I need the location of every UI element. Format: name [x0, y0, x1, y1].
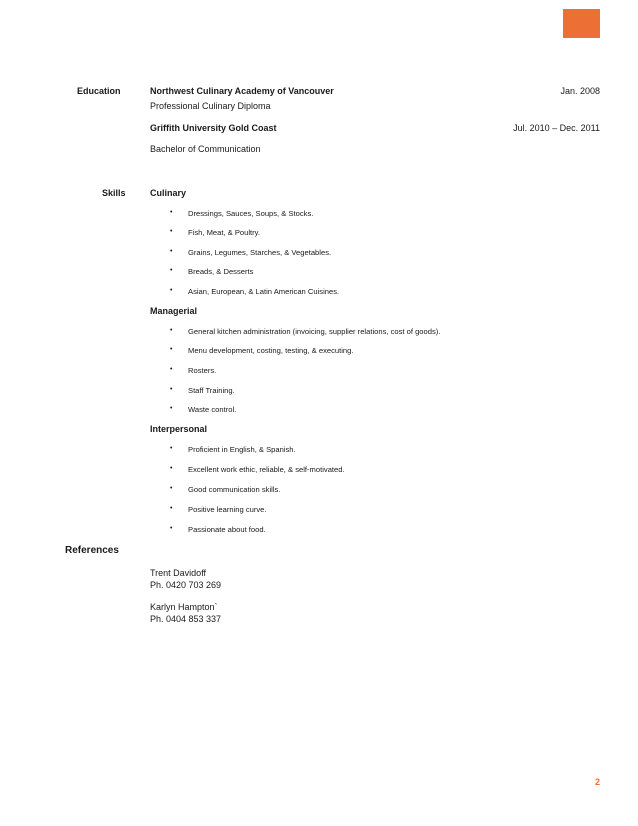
skill-item: Passionate about food.	[188, 525, 266, 534]
reference-phone: Ph. 0404 853 337	[150, 614, 222, 624]
bullet-icon: •	[170, 287, 173, 294]
reference-name: Trent Davidoff	[150, 568, 207, 578]
bullet-icon: •	[170, 346, 173, 353]
bullet-icon: •	[170, 386, 173, 393]
skill-item: Menu development, costing, testing, & executing.	[188, 346, 354, 355]
bullet-icon: •	[170, 366, 173, 373]
education-school-1: Northwest Culinary Academy of Vancouver	[150, 86, 334, 96]
bullet-icon: •	[170, 465, 173, 472]
orange-accent-block	[563, 9, 600, 38]
skills-group-title: Culinary	[150, 188, 187, 198]
references-label: References	[65, 545, 119, 556]
bullet-icon: •	[170, 248, 173, 255]
skill-item: Dressings, Sauces, Soups, & Stocks.	[188, 209, 314, 218]
skill-item: Grains, Legumes, Starches, & Vegetables.	[188, 248, 332, 257]
education-label: Education	[77, 86, 121, 96]
bullet-icon: •	[170, 445, 173, 452]
bullet-icon: •	[170, 405, 173, 412]
education-date-2: Jul. 2010 – Dec. 2011	[513, 123, 600, 133]
education-date-1: Jan. 2008	[560, 86, 600, 96]
bullet-icon: •	[170, 228, 173, 235]
skill-item: Rosters.	[188, 366, 217, 375]
skill-item: Proficient in English, & Spanish.	[188, 445, 296, 454]
bullet-icon: •	[170, 485, 173, 492]
skill-item: Staff Training.	[188, 386, 235, 395]
education-school-2: Griffith University Gold Coast	[150, 123, 277, 133]
bullet-icon: •	[170, 209, 173, 216]
bullet-icon: •	[170, 505, 173, 512]
bullet-icon: •	[170, 267, 173, 274]
skill-item: Good communication skills.	[188, 485, 281, 494]
education-qualification-2: Bachelor of Communication	[150, 144, 261, 154]
bullet-icon: •	[170, 327, 173, 334]
bullet-icon: •	[170, 525, 173, 532]
skills-label: Skills	[102, 188, 126, 198]
skill-item: Breads, & Desserts	[188, 267, 254, 276]
skill-item: Excellent work ethic, reliable, & self-motivated.	[188, 465, 345, 474]
page-number: 2	[594, 777, 600, 787]
reference-phone: Ph. 0420 703 269	[150, 580, 222, 590]
skills-group-title: Managerial	[150, 306, 198, 316]
skill-item: General kitchen administration (invoicing, supplier relations, cost of goods).	[188, 327, 441, 336]
education-qualification-1: Professional Culinary Diploma	[150, 101, 271, 111]
skill-item: Waste control.	[188, 405, 237, 414]
skill-item: Positive learning curve.	[188, 505, 267, 514]
skills-group-title: Interpersonal	[150, 424, 208, 434]
reference-name: Karlyn Hampton`	[150, 602, 218, 612]
skill-item: Fish, Meat, & Poultry.	[188, 228, 261, 237]
skill-item: Asian, European, & Latin American Cuisines.	[188, 287, 340, 296]
